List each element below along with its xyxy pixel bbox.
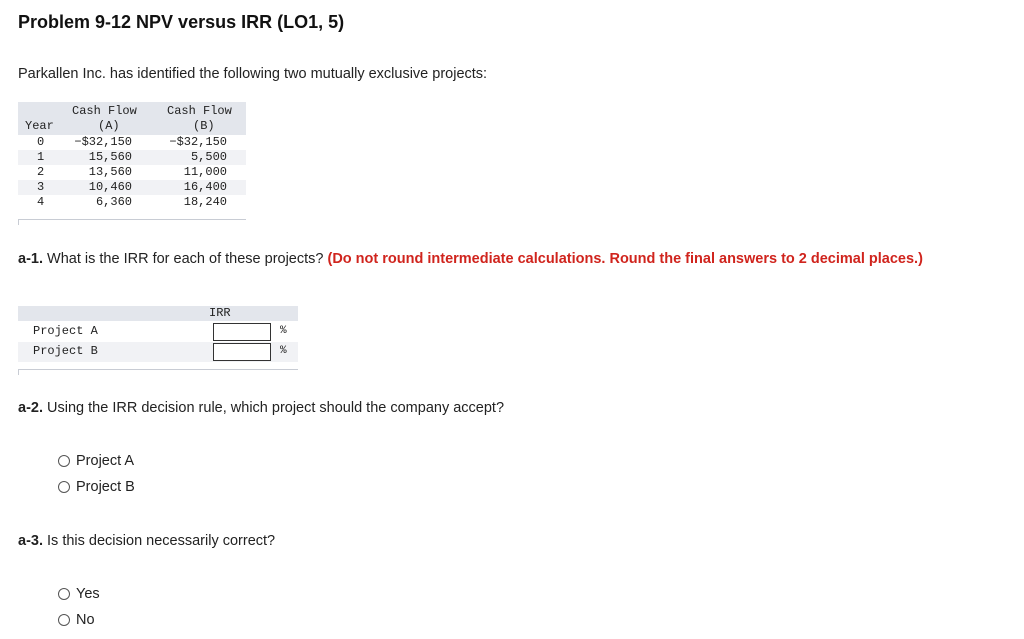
- option-yes[interactable]: [58, 586, 100, 602]
- year-cell: 2: [37, 165, 45, 179]
- irr-input-project-b[interactable]: [213, 343, 271, 361]
- table-row: [18, 180, 246, 195]
- cash-b-cell: −$32,150: [169, 135, 227, 149]
- table-divider-tick: [18, 219, 19, 225]
- year-cell: 4: [37, 195, 45, 209]
- option-label: Project A: [76, 453, 135, 469]
- irr-row-project-b: [18, 342, 298, 362]
- table-divider: [18, 369, 298, 370]
- radio-button[interactable]: [58, 614, 70, 626]
- question-a3: [18, 533, 275, 549]
- question-a2-text: Using the IRR decision rule, which project should the company accept?: [47, 400, 505, 416]
- radio-button[interactable]: [58, 588, 70, 600]
- question-a3-text: Is this decision necessarily correct?: [47, 533, 276, 549]
- cash-flow-header: [18, 102, 246, 135]
- option-project-a[interactable]: [58, 453, 134, 469]
- header-cash-flow-a: Cash Flow: [72, 104, 137, 118]
- option-label: Yes: [76, 586, 100, 602]
- option-no[interactable]: [58, 612, 95, 628]
- radio-button[interactable]: [58, 455, 70, 467]
- table-divider-tick: [18, 369, 19, 375]
- cash-a-cell: 6,360: [95, 195, 132, 209]
- irr-input-project-a[interactable]: [213, 323, 271, 341]
- radio-button[interactable]: [58, 481, 70, 493]
- cash-b-cell: 5,500: [190, 150, 227, 164]
- table-row: [18, 135, 246, 150]
- cash-b-cell: 16,400: [183, 180, 227, 194]
- cash-a-cell: −$32,150: [74, 135, 132, 149]
- question-a1-instruction: (Do not round intermediate calculations. Round the final answers to 2 decimal places.): [327, 251, 923, 267]
- cash-a-cell: 10,460: [88, 180, 132, 194]
- question-a1-label: a-1.: [18, 251, 43, 267]
- year-cell: 3: [37, 180, 45, 194]
- option-label: Project B: [76, 479, 135, 495]
- problem-title: Problem 9-12 NPV versus IRR (LO1, 5): [18, 12, 345, 32]
- year-cell: 0: [37, 135, 45, 149]
- cash-b-cell: 11,000: [183, 165, 227, 179]
- table-row: [18, 195, 246, 210]
- irr-header: [18, 306, 298, 321]
- cash-a-cell: 15,560: [88, 150, 132, 164]
- irr-row-label: Project A: [33, 324, 98, 338]
- irr-row-label: Project B: [33, 344, 98, 358]
- table-divider: [18, 219, 246, 220]
- cash-a-cell: 13,560: [88, 165, 132, 179]
- header-year: Year: [25, 119, 54, 133]
- table-row: [18, 150, 246, 165]
- question-a1-text: What is the IRR for each of these projects?: [47, 251, 324, 267]
- header-b: (B): [193, 119, 215, 133]
- year-cell: 1: [37, 150, 45, 164]
- header-cash-flow-b: Cash Flow: [167, 104, 232, 118]
- question-a3-label: a-3.: [18, 533, 43, 549]
- cash-b-cell: 18,240: [183, 195, 227, 209]
- irr-table: [18, 306, 298, 376]
- irr-row-project-a: [18, 322, 298, 342]
- option-project-b[interactable]: [58, 479, 135, 495]
- question-a1: [18, 250, 978, 269]
- irr-header-label: IRR: [209, 306, 231, 320]
- percent-unit: %: [280, 325, 287, 337]
- header-a: (A): [98, 119, 120, 133]
- option-label: No: [76, 612, 95, 628]
- table-row: [18, 165, 246, 180]
- question-a2: [18, 400, 504, 416]
- question-a2-label: a-2.: [18, 400, 43, 416]
- intro-text: Parkallen Inc. has identified the following two mutually exclusive projects:: [18, 66, 488, 82]
- percent-unit: %: [280, 345, 287, 357]
